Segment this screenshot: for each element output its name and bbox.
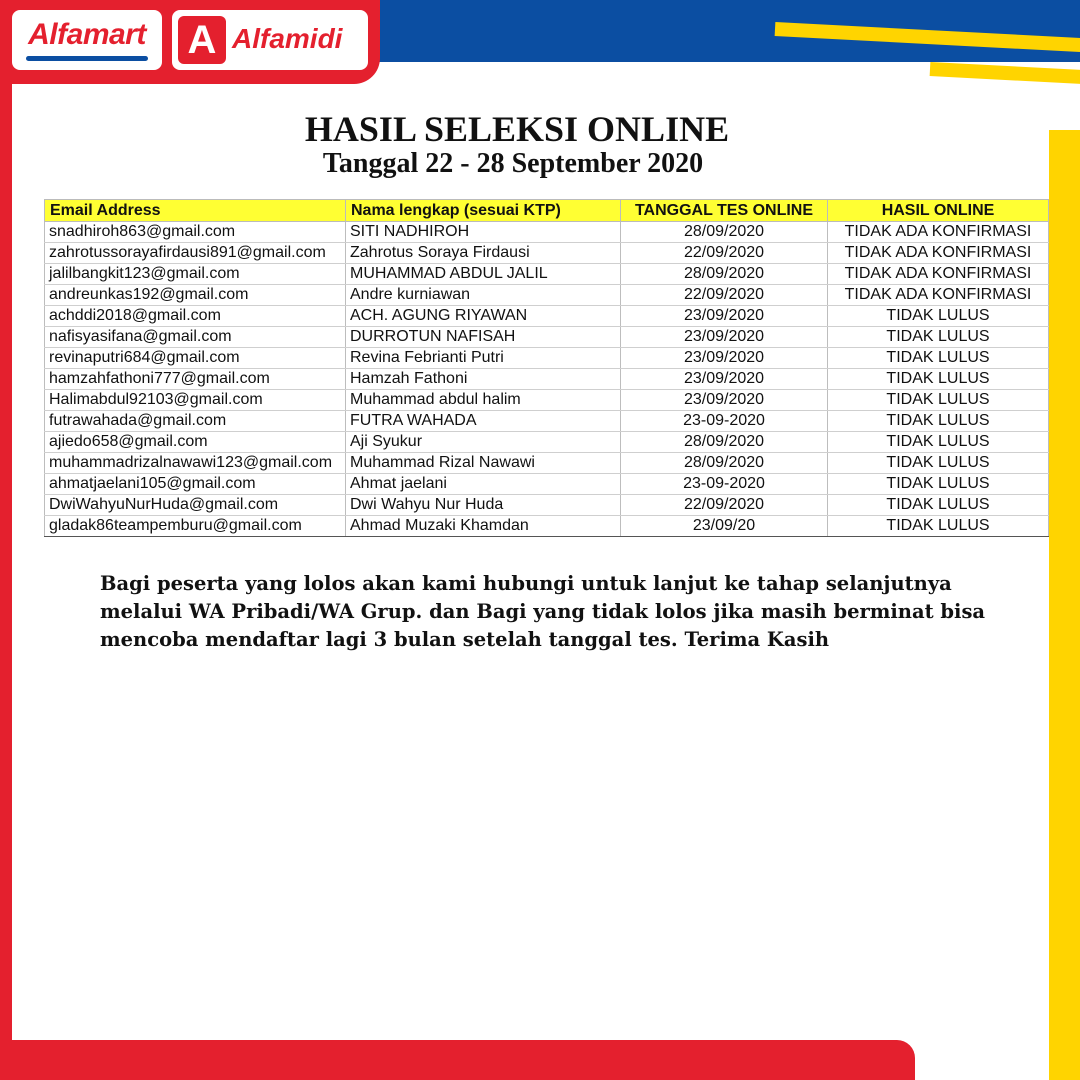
name-cell: Revina Febrianti Putri — [346, 348, 621, 369]
table-row — [45, 222, 1049, 243]
table-row — [45, 516, 1049, 537]
email-cell: Halimabdul92103@gmail.com — [45, 390, 346, 411]
name-cell: Ahmat jaelani — [346, 474, 621, 495]
result-cell: TIDAK ADA KONFIRMASI — [828, 285, 1049, 306]
alfamart-logo — [12, 10, 162, 70]
alfamidi-logo-text: Alfamidi — [232, 23, 343, 54]
test-date-cell: 23/09/2020 — [621, 369, 828, 390]
email-cell: snadhiroh863@gmail.com — [45, 222, 346, 243]
test-date-cell: 23/09/2020 — [621, 348, 828, 369]
table-body — [45, 222, 1049, 537]
yellow-stripe — [930, 62, 1080, 85]
name-cell: SITI NADHIROH — [346, 222, 621, 243]
name-cell: ACH. AGUNG RIYAWAN — [346, 306, 621, 327]
name-cell: Muhammad abdul halim — [346, 390, 621, 411]
test-date-cell: 22/09/2020 — [621, 495, 828, 516]
name-cell: Hamzah Fathoni — [346, 369, 621, 390]
test-date-cell: 28/09/2020 — [621, 222, 828, 243]
name-cell: MUHAMMAD ABDUL JALIL — [346, 264, 621, 285]
table-row — [45, 348, 1049, 369]
table-row — [45, 474, 1049, 495]
results-table — [44, 199, 1049, 537]
result-cell: TIDAK ADA KONFIRMASI — [828, 222, 1049, 243]
email-cell: zahrotussorayafirdausi891@gmail.com — [45, 243, 346, 264]
test-date-cell: 28/09/2020 — [621, 432, 828, 453]
email-cell: gladak86teampemburu@gmail.com — [45, 516, 346, 537]
red-bottom-border — [0, 1040, 915, 1080]
name-cell: Andre kurniawan — [346, 285, 621, 306]
table-row — [45, 432, 1049, 453]
table-row — [45, 495, 1049, 516]
result-cell: TIDAK LULUS — [828, 348, 1049, 369]
alfamidi-logo-mark: A — [178, 16, 226, 64]
column-header-result: HASIL ONLINE — [828, 200, 1049, 222]
table-row — [45, 369, 1049, 390]
table-row — [45, 306, 1049, 327]
email-cell: ahmatjaelani105@gmail.com — [45, 474, 346, 495]
table-header-row — [45, 200, 1049, 222]
test-date-cell: 22/09/2020 — [621, 243, 828, 264]
result-cell: TIDAK ADA KONFIRMASI — [828, 243, 1049, 264]
result-cell: TIDAK LULUS — [828, 516, 1049, 537]
footer-note: Bagi peserta yang lolos akan kami hubungi untuk lanjut ke tahap selanjutnya melalui WA Pribadi/WA Grup. dan Bagi yang tidak lolos jika masih berminat bisa mencoba mendaftar lagi 3 bulan setelah tanggal tes. Terima Kasih — [100, 572, 986, 651]
page-subtitle: Tanggal 22 - 28 September 2020 — [322, 148, 704, 179]
alfamart-logo-text: Alfamart — [28, 18, 146, 51]
table-row — [45, 264, 1049, 285]
yellow-right-border — [1049, 130, 1080, 1080]
result-cell: TIDAK LULUS — [828, 369, 1049, 390]
name-cell: DURROTUN NAFISAH — [346, 327, 621, 348]
alfamart-logo-underline — [26, 56, 148, 61]
table-row — [45, 243, 1049, 264]
name-cell: Dwi Wahyu Nur Huda — [346, 495, 621, 516]
name-cell: Ahmad Muzaki Khamdan — [346, 516, 621, 537]
result-cell: TIDAK LULUS — [828, 474, 1049, 495]
email-cell: revinaputri684@gmail.com — [45, 348, 346, 369]
email-cell: DwiWahyuNurHuda@gmail.com — [45, 495, 346, 516]
email-cell: ajiedo658@gmail.com — [45, 432, 346, 453]
test-date-cell: 28/09/2020 — [621, 453, 828, 474]
test-date-cell: 23-09-2020 — [621, 411, 828, 432]
column-header-email: Email Address — [45, 200, 346, 222]
column-header-name: Nama lengkap (sesuai KTP) — [346, 200, 621, 222]
email-cell: hamzahfathoni777@gmail.com — [45, 369, 346, 390]
table-row — [45, 327, 1049, 348]
result-cell: TIDAK ADA KONFIRMASI — [828, 264, 1049, 285]
test-date-cell: 23/09/20 — [621, 516, 828, 537]
name-cell: Zahrotus Soraya Firdausi — [346, 243, 621, 264]
column-header-test-date: TANGGAL TES ONLINE — [621, 200, 828, 222]
result-cell: TIDAK LULUS — [828, 432, 1049, 453]
result-cell: TIDAK LULUS — [828, 306, 1049, 327]
email-cell: jalilbangkit123@gmail.com — [45, 264, 346, 285]
email-cell: muhammadrizalnawawi123@gmail.com — [45, 453, 346, 474]
blue-header-band — [360, 0, 1080, 62]
result-cell: TIDAK LULUS — [828, 453, 1049, 474]
name-cell: FUTRA WAHADA — [346, 411, 621, 432]
alfamidi-logo — [172, 10, 368, 70]
email-cell: nafisyasifana@gmail.com — [45, 327, 346, 348]
logo-bar — [0, 0, 380, 84]
result-cell: TIDAK LULUS — [828, 327, 1049, 348]
name-cell: Muhammad Rizal Nawawi — [346, 453, 621, 474]
test-date-cell: 23/09/2020 — [621, 327, 828, 348]
name-cell: Aji Syukur — [346, 432, 621, 453]
table-row — [45, 285, 1049, 306]
email-cell: futrawahada@gmail.com — [45, 411, 346, 432]
test-date-cell: 23-09-2020 — [621, 474, 828, 495]
table-row — [45, 453, 1049, 474]
test-date-cell: 23/09/2020 — [621, 306, 828, 327]
email-cell: andreunkas192@gmail.com — [45, 285, 346, 306]
test-date-cell: 22/09/2020 — [621, 285, 828, 306]
test-date-cell: 28/09/2020 — [621, 264, 828, 285]
test-date-cell: 23/09/2020 — [621, 390, 828, 411]
result-cell: TIDAK LULUS — [828, 495, 1049, 516]
table-row — [45, 390, 1049, 411]
email-cell: achddi2018@gmail.com — [45, 306, 346, 327]
table-row — [45, 411, 1049, 432]
page-title: HASIL SELEKSI ONLINE — [304, 109, 730, 149]
result-cell: TIDAK LULUS — [828, 411, 1049, 432]
result-cell: TIDAK LULUS — [828, 390, 1049, 411]
